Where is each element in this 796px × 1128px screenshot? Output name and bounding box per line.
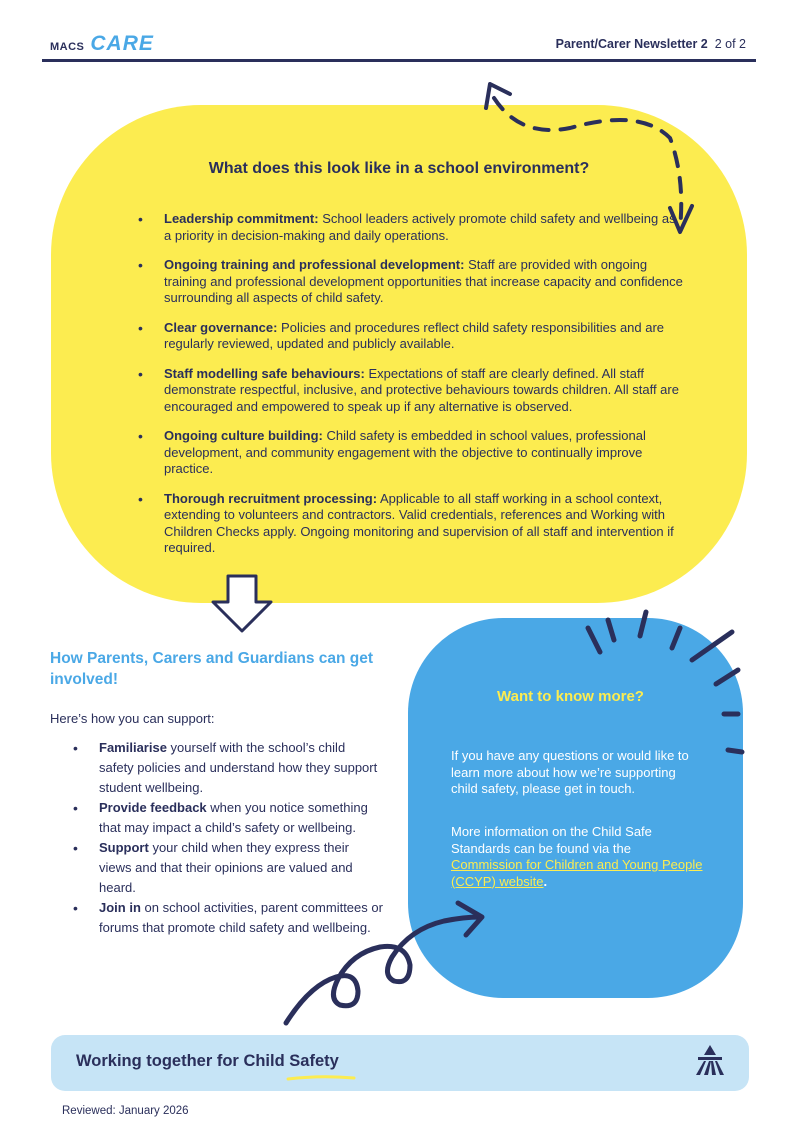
yellow-section-title: What does this look like in a school environment? xyxy=(208,160,590,177)
list-item: • Familiarise yourself with the school’s child safety policies and understand how they support student wellbeing. xyxy=(73,738,383,798)
school-environment-list xyxy=(138,211,686,570)
newsletter-title: Parent/Carer Newsletter 2 xyxy=(555,37,708,51)
list-item: • Staff modelling safe behaviours: Expectations of staff are clearly defined. All staff demonstrate respectful, inclusive, and protective behaviours towards children. All staff are encouraged and empowered to speak up if any alternative is observed. xyxy=(138,366,686,416)
loopy-arrow-icon xyxy=(280,895,500,1030)
footer-tagline: Working together for Child Safety xyxy=(76,1052,339,1070)
reviewed-date: Reviewed: January 2026 xyxy=(62,1105,189,1117)
list-item: • Thorough recruitment processing: Applicable to all staff working in a school context, extending to volunteers and contractors. Valid credentials, references and Working with Children Checks apply. Ongoing monitoring and supervision of all staff and intervention if required. xyxy=(138,491,686,557)
ccyp-website-link[interactable]: Commission for Children and Young People (CCYP) website xyxy=(451,857,703,889)
list-item: • Leadership commitment: School leaders actively promote child safety and wellbeing as a priority in decision-making and daily operations. xyxy=(138,211,686,244)
list-item: • Support your child when they express their views and that their opinions are valued and heard. xyxy=(73,838,383,898)
tagline-underline-icon xyxy=(286,1074,356,1082)
sparkle-lines-icon xyxy=(580,606,760,766)
list-item: • Ongoing culture building: Child safety is embedded in school values, professional development, and community engagement with the objective to continually improve practice. xyxy=(138,428,686,478)
know-more-paragraph: If you have any questions or would like to learn more about how we’re supporting child safety, please get in touch. xyxy=(451,748,689,796)
macs-emblem-icon xyxy=(692,1045,728,1077)
parents-section-title: How Parents, Carers and Guardians can get involved! xyxy=(50,650,374,688)
down-arrow-icon xyxy=(210,574,274,634)
parents-intro: Here’s how you can support: xyxy=(50,711,215,726)
macs-care-logo xyxy=(50,32,154,56)
header-divider xyxy=(42,59,756,62)
know-more-title: Want to know more? xyxy=(497,688,644,705)
list-item: • Ongoing training and professional development: Staff are provided with ongoing training and professional development opportunities that increase capacity and confidence surrounding all aspects of child safety. xyxy=(138,257,686,307)
list-item: • Clear governance: Policies and procedures reflect child safety responsibilities and are regularly reviewed, updated and publicly available. xyxy=(138,320,686,353)
page-indicator: 2 of 2 xyxy=(714,37,746,51)
know-more-info-paragraph: More information on the Child Safe Standards can be found via the Commission for Children and Young People (CCYP) website. xyxy=(451,824,703,889)
list-item: • Provide feedback when you notice something that may impact a child’s safety or wellbeing. xyxy=(73,798,383,838)
logo-macs-text: MACS xyxy=(50,41,85,53)
logo-care-text: CARE xyxy=(90,32,154,55)
list-item: • Join in on school activities, parent committees or forums that promote child safety and wellbeing. xyxy=(73,898,383,938)
header-title xyxy=(556,37,746,51)
